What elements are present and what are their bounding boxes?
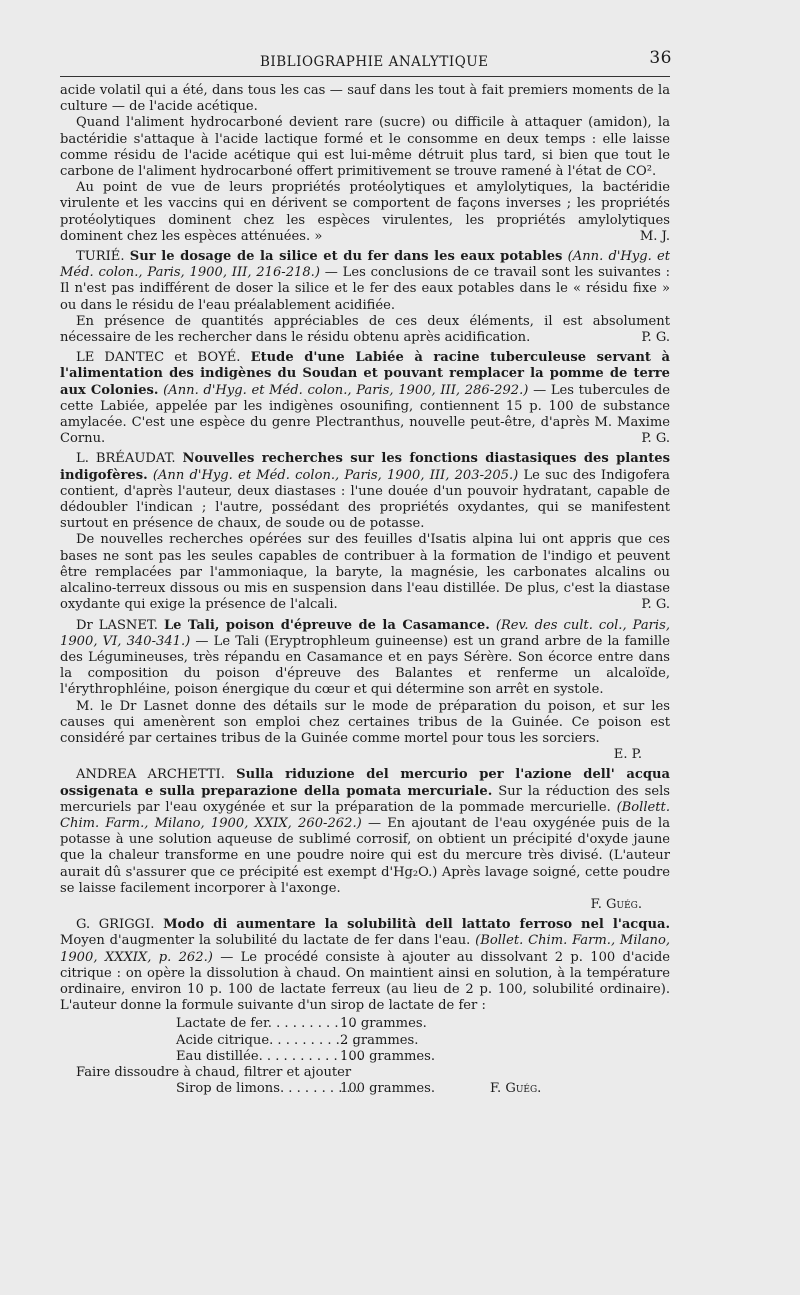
lasnet-ref: (Rev. des cult. col., Paris, 1900, VI, 340-341.) bbox=[60, 617, 671, 649]
formula-quantity: 10 grammes. bbox=[340, 1016, 427, 1032]
lasnet-title: Le Tali, poison d'épreuve de la Casamance. bbox=[163, 617, 490, 633]
entry-turie bbox=[60, 249, 670, 314]
breaudat-title: Nouvelles recherches sur les fonctions diastasiques des plantes indigofères. bbox=[60, 451, 670, 483]
syrup-formula bbox=[60, 1016, 670, 1097]
lasnet-author: Dr LASNET. bbox=[76, 617, 158, 633]
turie-author: TURIÉ. bbox=[76, 249, 125, 265]
formula-row bbox=[60, 1081, 670, 1097]
formula-ingredient: Eau distillée. . . . . . . . . . . . . bbox=[176, 1048, 363, 1064]
formula-ingredient: Lactate de fer. . . . . . . . . . . bbox=[176, 1016, 356, 1032]
paragraph-p10: M. le Dr Lasnet donne des détails sur le mode de préparation du poison, et sur les causes qui amenèrent son emploi chez certaines tribus de la Guinée. Ce poison est considéré par certaines tribus de la Guinée comme mortel pour tous les sorciers. bbox=[60, 698, 670, 746]
body-text bbox=[60, 83, 670, 1097]
header-title: BIBLIOGRAPHIE ANALYTIQUE bbox=[260, 54, 489, 70]
archetti-title: Sulla riduzione del mercurio per l'azione dell' acqua ossigenata e sulla preparazione della pomata mercuriale. bbox=[60, 767, 670, 799]
entry-lasnet bbox=[60, 618, 670, 699]
entry-archetti bbox=[60, 767, 670, 897]
formula-ingredient: Acide citrique. . . . . . . . . . . bbox=[176, 1032, 357, 1048]
breaudat-text: Le suc des Indigofera contient, d'après l'auteur, deux diastases : l'une douée d'un pouvoir hydratant, capable de dédoubler l'indican ; l'autre, possédant des propriétés oxydantes, qui se manifestent surtout en présence de chaux, de soude ou de potasse. bbox=[60, 467, 670, 532]
griggi-title: Modo di aumentare la solubilità dell lattato ferroso nel l'acqua. bbox=[163, 917, 671, 933]
entry-griggi bbox=[60, 917, 670, 1014]
turie-ref: (Ann. d'Hyg. et Méd. colon., Paris, 1900, III, 216-218.) bbox=[60, 249, 671, 281]
formula-row bbox=[60, 1049, 670, 1065]
le-dantec-ref: (Ann. d'Hyg. et Méd. colon., Paris, 1900, III, 286-292.) bbox=[163, 382, 529, 398]
formula-signature: F. Guég. bbox=[490, 1081, 542, 1097]
archetti-signature: F. Guég. bbox=[590, 896, 642, 912]
turie-title: Sur le dosage de la silice et du fer dans les eaux potables bbox=[129, 249, 563, 265]
running-header bbox=[60, 48, 670, 77]
p10-signature: E. P. bbox=[613, 747, 642, 763]
p8-signature: P. G. bbox=[641, 597, 670, 613]
p5-signature: P. G. bbox=[641, 330, 670, 346]
formula-row bbox=[60, 1016, 670, 1032]
archetti-ref: (Bollett. Chim. Farm., Milano, 1900, XXIX, 260-262.) bbox=[60, 799, 670, 831]
page-number: 36 bbox=[649, 48, 672, 68]
le-dantec-signature: P. G. bbox=[641, 431, 670, 447]
paragraph-p2: Quand l'aliment hydrocarboné devient rare (sucre) ou difficile à attaquer (amidon), la bactéridie s'attaque à l'acide lactique formé et le consomme en deux temps : elle laisse comme résidu de l'acide acétique qui est lui-même détruit plus tard, si bien que tout le carbone de l'aliment hydrocarboné offert primitivement se trouve ramené à l'état de CO². bbox=[60, 115, 670, 180]
p5-text: En présence de quantités appréciables de ces deux éléments, il est absolument nécessaire de les rechercher dans le résidu obtenu après acidification. bbox=[60, 313, 670, 346]
formula-ingredient: Sirop de limons. . . . . . . . . . bbox=[176, 1081, 360, 1097]
formula-instruction: Faire dissoudre à chaud, filtrer et ajouter bbox=[76, 1064, 352, 1080]
breaudat-ref: (Ann d'Hyg. et Méd. colon., Paris, 1900, III, 203-205.) bbox=[152, 467, 519, 483]
p3-signature: M. J. bbox=[639, 228, 670, 244]
paragraph-p1: acide volatil qui a été, dans tous les cas — sauf dans les tout à fait premiers moments de la culture — de l'acide acétique. bbox=[60, 83, 670, 115]
paragraph-p8 bbox=[60, 532, 670, 613]
archetti-text: — En ajoutant de l'eau oxygénée puis de la potasse à une solution aqueuse de sublimé corrosif, on obtient un précipité d'oxyde jaune que la chaleur transforme en une poudre noire qui est du mercure très divisé. (L'auteur aurait dû s'assurer que ce précipité est exempt d'Hg₂O.) Après lavage soigné, cette poudre se laisse facilement incorporer à l'axonge. bbox=[60, 815, 671, 896]
paragraph-p3 bbox=[60, 180, 670, 245]
entry-breaudat bbox=[60, 451, 670, 532]
formula-quantity: 100 grammes. bbox=[340, 1081, 436, 1097]
le-dantec-title: Etude d'une Labiée à racine tuberculeuse servant à l'alimentation des indigènes du Soudan et pouvant remplacer la pomme de terre aux Colonies. bbox=[60, 350, 670, 398]
breaudat-author: L. BRÉAUDAT. bbox=[76, 451, 176, 467]
archetti-author: ANDREA ARCHETTI. bbox=[76, 767, 225, 783]
lasnet-text: — Le Tali (Eryptrophleum guineense) est un grand arbre de la famille des Légumineuses, très répandu en Casamance et en pays Sérère. Son écorce entre dans la composition du poison d'épreuve des Balantes et renferme un alcaloïde, l'érythrophléine, poison énergique du cœur et qui détermine son arrêt en systole. bbox=[60, 633, 670, 698]
formula-quantity: 2 grammes. bbox=[340, 1032, 419, 1048]
entry-le-dantec bbox=[60, 350, 670, 447]
p3-text: Au point de vue de leurs propriétés protéolytiques et amylolytiques, la bactéridie virulente et les vaccins qui en dérivent se comportent de façons inverses ; les propriétés protéolytiques dominent chez les espèces virulentes, les propriétés amylolytiques dominent chez les espèces atténuées. » bbox=[60, 180, 670, 244]
formula-quantity: 100 grammes. bbox=[340, 1048, 436, 1064]
turie-text: — Les conclusions de ce travail sont les suivantes : Il n'est pas indifférent de doser la silice et le fer des eaux potables dans le « résidu fixe » ou dans le résidu de l'eau préalablement acidifiée. bbox=[60, 265, 670, 313]
griggi-ref: (Bollet. Chim. Farm., Milano, 1900, XXXIX, p. 262.) bbox=[60, 933, 670, 965]
archetti-translation: Sur la réduction des sels mercuriels par l'eau oxygénée et sur la préparation de la pommade mercurielle. bbox=[60, 783, 670, 815]
formula-row bbox=[60, 1033, 670, 1049]
griggi-translation: Moyen d'augmenter la solubilité du lactate de fer dans l'eau. bbox=[60, 933, 471, 949]
griggi-author: G. GRIGGI. bbox=[76, 917, 155, 933]
griggi-text: — Le procédé consiste à ajouter au dissolvant 2 p. 100 d'acide citrique : on opère la dissolution à chaud. On maintient ainsi en solution, à la température ordinaire, environ 10 p. 100 de lactate ferreux (au lieu de 2 p. 100, solubilité ordinaire). L'auteur donne la formule suivante d'un sirop de lactate de fer : bbox=[60, 949, 670, 1014]
p8-text: De nouvelles recherches opérées sur des feuilles d'Isatis alpina lui ont appris que ces bases ne sont pas les seules capables de contribuer à la formation de l'indigo et peuvent être remplacées par l'ammoniaque, la baryte, la magnésie, les carbonates alcalins ou alcalino-terreux dissous ou mis en suspension dans l'eau distillée. De plus, c'est la diastase oxydante qui exige la présence de l'alcali. bbox=[60, 532, 670, 613]
paragraph-p5 bbox=[60, 314, 670, 346]
le-dantec-text: — Les tubercules de cette Labiée, appelée par les indigènes osounifing, contiennent 15 p. 100 de substance amylacée. C'est une espèce du genre Plectranthus, nouvelle peut-être, d'après M. Maxime Cornu. bbox=[60, 382, 670, 447]
le-dantec-author: LE DANTEC et BOYÉ. bbox=[76, 350, 241, 366]
